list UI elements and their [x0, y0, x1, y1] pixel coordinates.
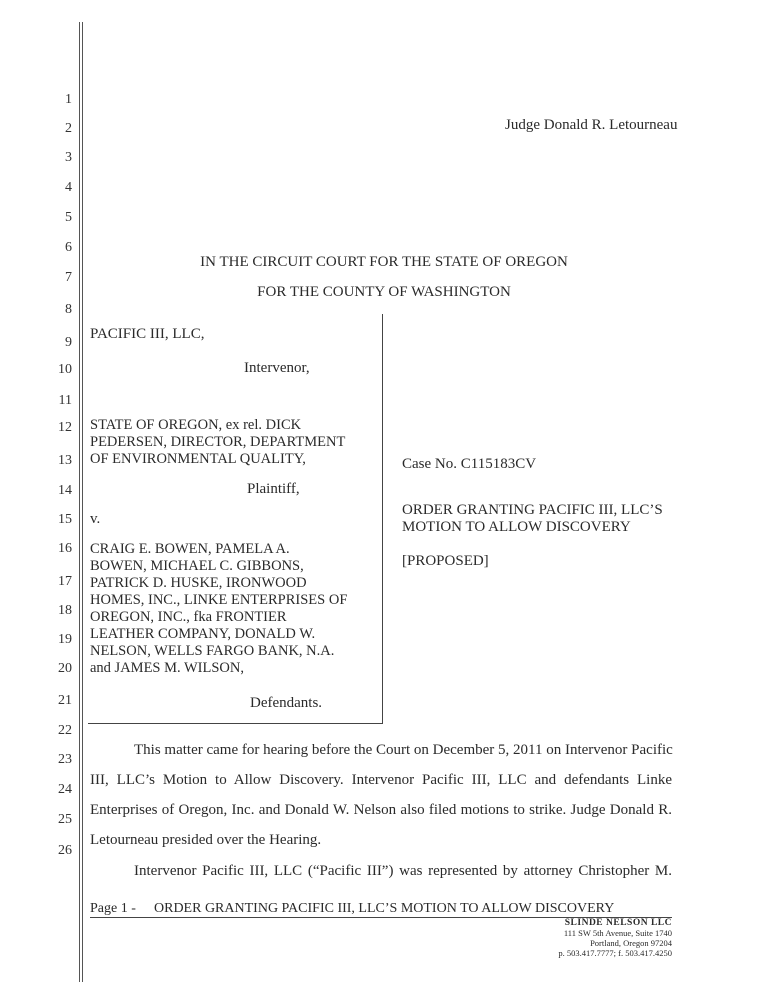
line-number: 2 — [65, 121, 72, 136]
caption-divider — [382, 314, 383, 723]
plaintiff-line: OF ENVIRONMENTAL QUALITY, — [90, 451, 306, 467]
body-line: Enterprises of Oregon, Inc. and Donald W. Nelson also filed motions to strike. Judge Donald R. — [90, 802, 672, 818]
body-line: Intervenor Pacific III, LLC (“Pacific III”) was represented by attorney Christopher M. — [134, 863, 672, 879]
plaintiff-line: PEDERSEN, DIRECTOR, DEPARTMENT — [90, 434, 346, 450]
defendants-block — [90, 541, 347, 677]
caption-bottom-rule — [88, 723, 383, 724]
defendant-line: NELSON, WELLS FARGO BANK, N.A. — [90, 643, 335, 659]
order-title-line: ORDER GRANTING PACIFIC III, LLC’S — [402, 502, 663, 518]
firm-block — [558, 918, 672, 958]
firm-address-line: Portland, Oregon 97204 — [590, 938, 672, 948]
line-number: 22 — [58, 723, 72, 738]
intervenor-name: PACIFIC III, LLC, — [90, 326, 205, 342]
line-number: 4 — [65, 180, 72, 195]
firm-name: SLINDE NELSON LLC — [564, 918, 672, 928]
line-number: 1 — [65, 92, 72, 107]
defendant-line: BOWEN, MICHAEL C. GIBBONS, — [90, 558, 304, 574]
firm-address-line: 111 SW 5th Avenue, Suite 1740 — [563, 928, 672, 938]
case-number: Case No. C115183CV — [402, 456, 537, 472]
line-number: 9 — [65, 335, 72, 350]
margin-rule-outer — [79, 22, 80, 982]
line-number: 11 — [58, 393, 72, 408]
body-line: III, LLC’s Motion to Allow Discovery. Intervenor Pacific III, LLC and defendants Linke — [90, 772, 672, 788]
plaintiff-line: STATE OF OREGON, ex rel. DICK — [90, 417, 302, 433]
body-line: Letourneau presided over the Hearing. — [90, 832, 322, 848]
defendant-line: OREGON, INC., fka FRONTIER — [90, 609, 287, 625]
margin-rule-inner — [82, 22, 83, 982]
line-number: 18 — [58, 603, 72, 618]
line-number: 5 — [65, 210, 72, 225]
court-county: FOR THE COUNTY OF WASHINGTON — [257, 284, 511, 300]
line-number: 8 — [65, 302, 72, 317]
line-number: 23 — [58, 752, 72, 767]
line-number: 13 — [58, 453, 72, 468]
line-number: 19 — [58, 632, 72, 647]
versus: v. — [90, 511, 101, 527]
line-number: 16 — [58, 541, 72, 556]
line-number: 26 — [58, 843, 72, 858]
defendant-line: PATRICK D. HUSKE, IRONWOOD — [90, 575, 307, 591]
line-number: 3 — [65, 150, 72, 165]
defendant-role: Defendants. — [250, 695, 323, 711]
page-number: Page 1 - — [90, 901, 136, 916]
plaintiff-block — [90, 417, 345, 468]
line-number: 7 — [65, 270, 72, 285]
line-number: 12 — [58, 420, 72, 435]
line-number: 17 — [58, 574, 72, 589]
line-number: 6 — [65, 240, 72, 255]
proposed-label: [PROPOSED] — [402, 553, 489, 569]
firm-phone: p. 503.417.7777; f. 503.417.4250 — [558, 948, 672, 958]
order-title — [402, 502, 663, 536]
order-title-line: MOTION TO ALLOW DISCOVERY — [402, 519, 631, 535]
judge-name: Judge Donald R. Letourneau — [505, 117, 678, 133]
line-number: 10 — [58, 362, 72, 377]
line-number: 14 — [58, 483, 72, 498]
intervenor-role: Intervenor, — [244, 360, 310, 376]
line-number: 21 — [58, 693, 72, 708]
defendant-line: CRAIG E. BOWEN, PAMELA A. — [90, 541, 290, 557]
footer-title: ORDER GRANTING PACIFIC III, LLC’S MOTION TO ALLOW DISCOVERY — [154, 901, 615, 916]
defendant-line: and JAMES M. WILSON, — [90, 660, 244, 676]
defendant-line: LEATHER COMPANY, DONALD W. — [90, 626, 316, 642]
defendant-line: HOMES, INC., LINKE ENTERPRISES OF — [90, 592, 348, 608]
plaintiff-role: Plaintiff, — [247, 481, 300, 497]
line-number: 25 — [58, 812, 72, 827]
line-number: 24 — [58, 782, 72, 797]
court-title: IN THE CIRCUIT COURT FOR THE STATE OF OREGON — [200, 254, 568, 270]
body-line: This matter came for hearing before the Court on December 5, 2011 on Intervenor Pacific — [134, 742, 673, 758]
line-number: 15 — [58, 512, 72, 527]
line-number: 20 — [58, 661, 72, 676]
